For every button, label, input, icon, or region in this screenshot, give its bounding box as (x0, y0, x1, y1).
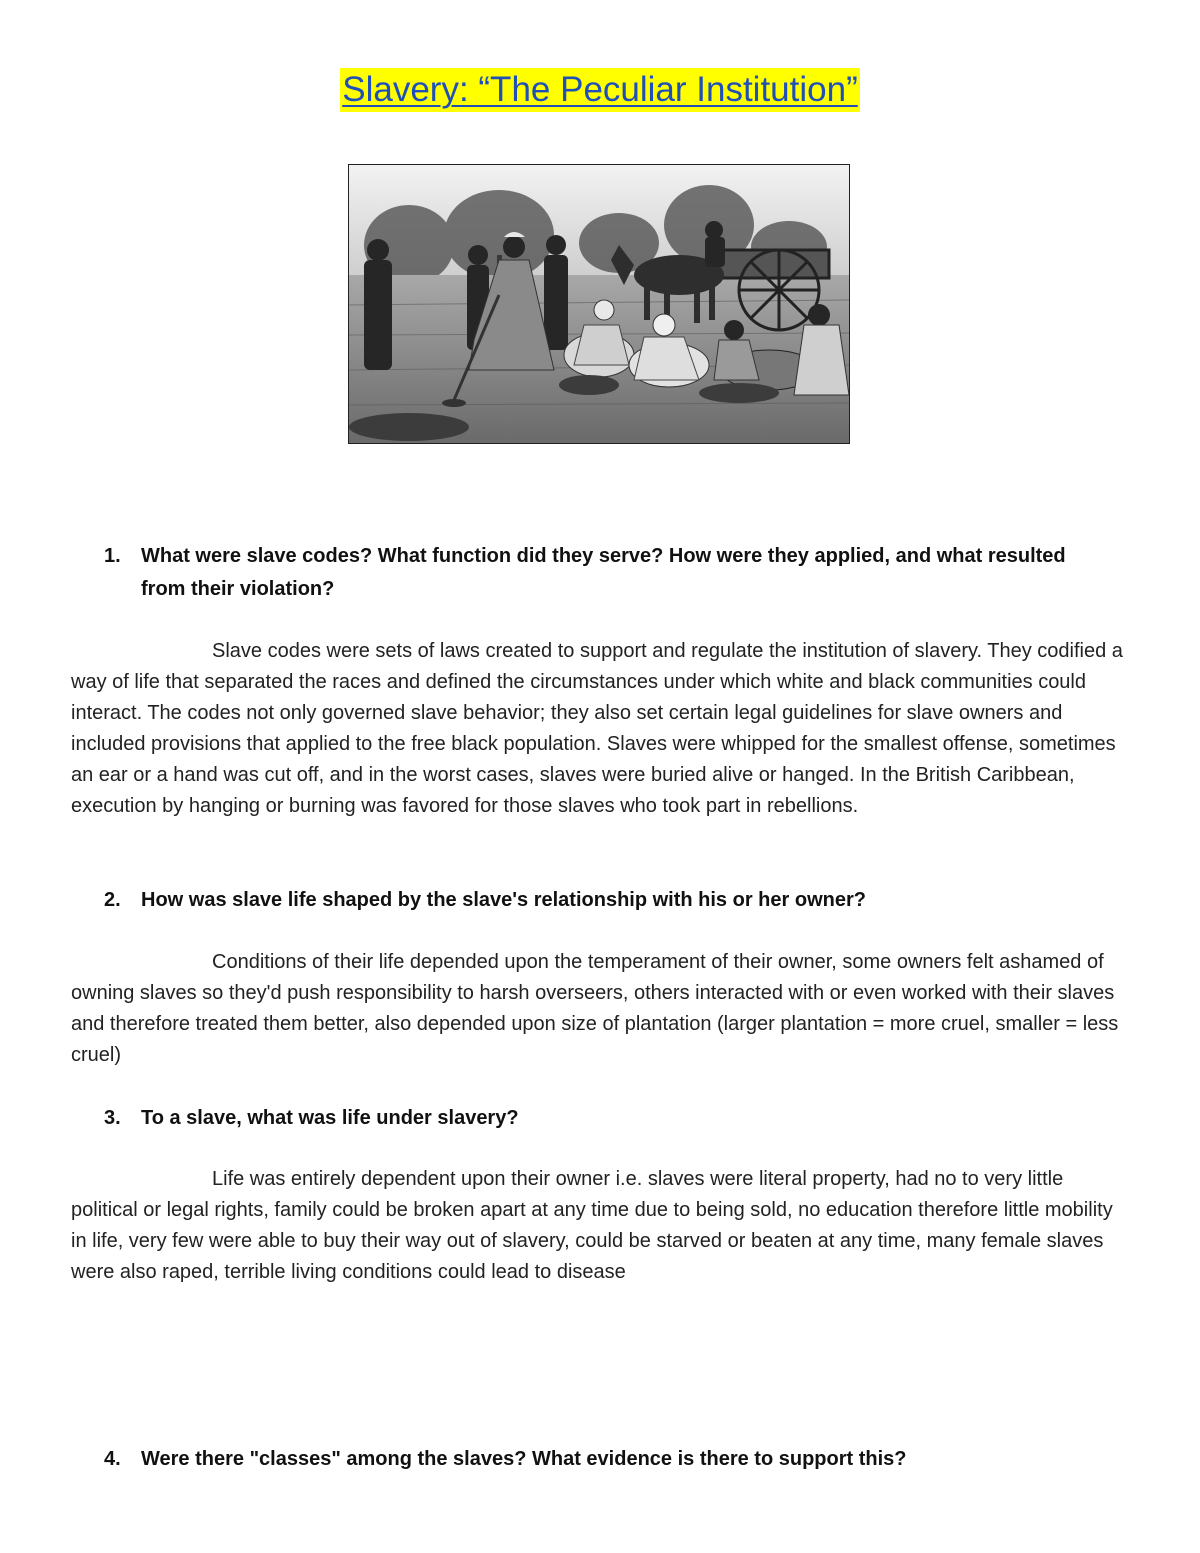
question-text: To a slave, what was life under slavery? (141, 1107, 519, 1129)
question-number: 1. (104, 545, 121, 567)
question-4 (104, 1443, 1104, 1476)
question-number: 2. (104, 889, 121, 911)
question-number: 4. (104, 1448, 121, 1470)
question-2 (104, 884, 1104, 917)
question-3 (104, 1102, 1104, 1135)
question-text: What were slave codes? What function did they serve? How were they applied, and what resulted from their violation? (141, 545, 1066, 600)
question-1 (104, 540, 1104, 606)
answer-2: Conditions of their life depended upon the temperament of their owner, some owners felt ashamed of owning slaves so they'd push responsibility to harsh overseers, others interacted with or even worked with their slaves and therefore treated them better, also depended upon size of plantation (larger plantation = more cruel, smaller = less cruel) (71, 951, 1119, 1066)
historical-photo-icon (349, 165, 849, 443)
title-wrapper (0, 68, 1200, 112)
page-title: Slavery: “The Peculiar Institution” (340, 68, 859, 112)
question-text: How was slave life shaped by the slave's relationship with his or her owner? (141, 889, 866, 911)
question-number: 3. (104, 1107, 121, 1129)
answer-1: Slave codes were sets of laws created to support and regulate the institution of slavery. They codified a way of life that separated the races and defined the circumstances under which white and black communities could interact. The codes not only governed slave behavior; they also set certain legal guidelines for slave owners and included provisions that applied to the free black population. Slaves were whipped for the smallest offense, sometimes an ear or a hand was cut off, and in the worst cases, slaves were buried alive or hanged. In the British Caribbean, execution by hanging or burning was favored for those slaves who took part in rebellions. (71, 640, 1123, 817)
question-text: Were there "classes" among the slaves? What evidence is there to support this? (141, 1448, 907, 1470)
historical-photo (348, 164, 850, 444)
answer-3: Life was entirely dependent upon their owner i.e. slaves were literal property, had no to very little political or legal rights, family could be broken apart at any time due to being sold, no education therefore little mobility in life, very few were able to buy their way out of slavery, could be starved or beaten at any time, many female slaves were also raped, terrible living conditions could lead to disease (71, 1168, 1113, 1283)
